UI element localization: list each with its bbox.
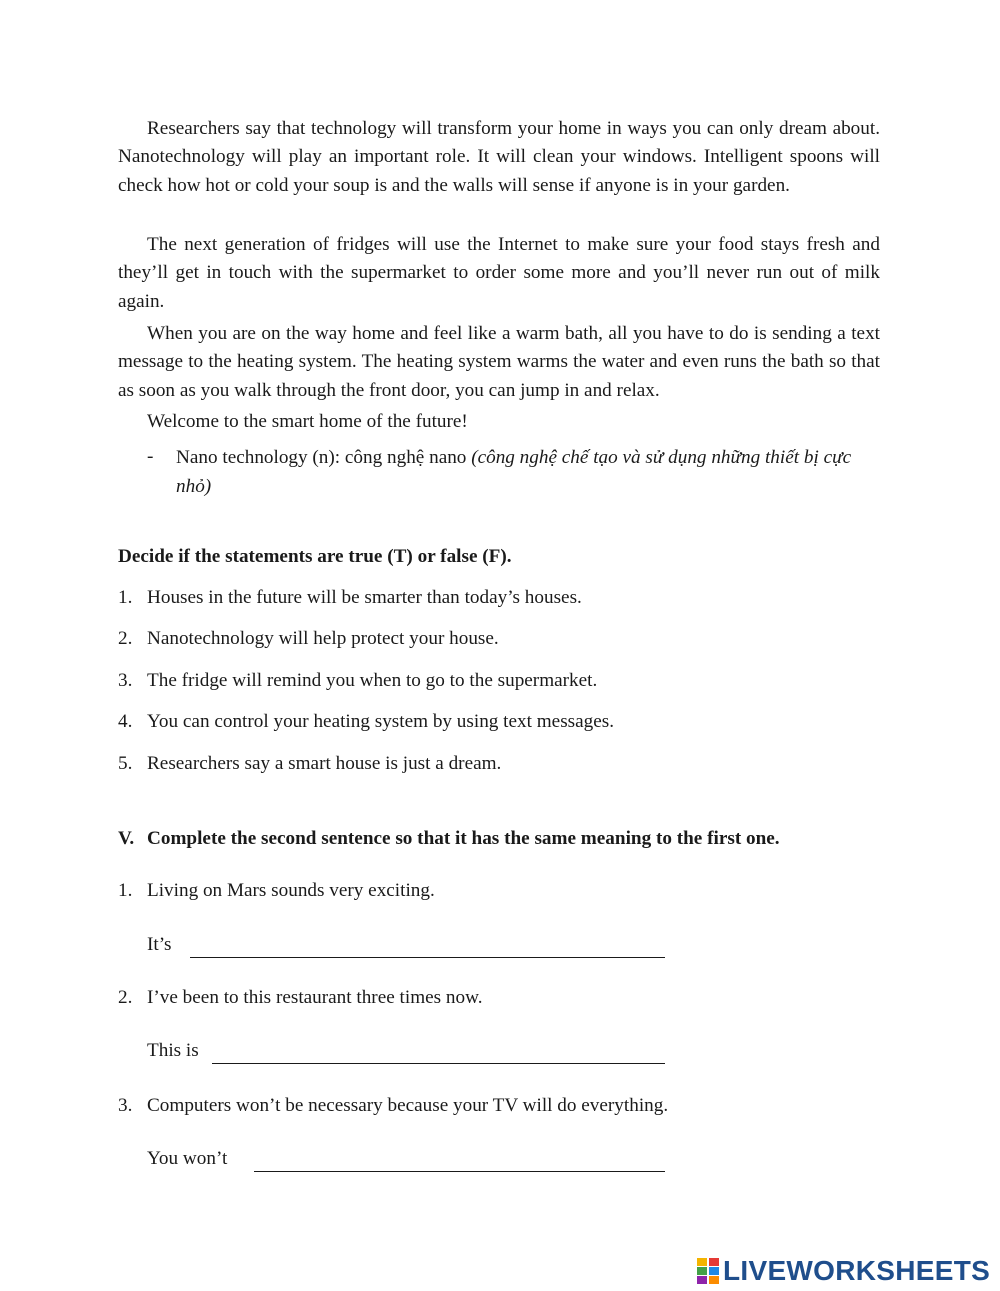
tf-item-number: 1. (118, 587, 133, 608)
vocab-translation: (công nghệ chế tạo và sử dụng những thiết bị cực nhỏ) (176, 447, 852, 497)
rewrite-original-sentence: Living on Mars sounds very exciting. (147, 880, 435, 901)
rewrite-prompt: You won’t (147, 1148, 228, 1169)
vocab-term: Nano technology (n): công nghệ nano (176, 447, 467, 468)
reading-paragraph-3: When you are on the way home and feel like a warm bath, all you have to do is sending a text message to the heating system. The heating system warms the water and even runs the bath so that as soon as you walk through the front door, you can jump in and relax. (118, 323, 880, 401)
rewrite-item-number: 1. (118, 880, 133, 901)
reading-closing: Welcome to the smart home of the future! (147, 411, 468, 432)
rewrite-prompt: It’s (147, 934, 172, 955)
rewrite-original-sentence: Computers won’t be necessary because your TV will do everything. (147, 1095, 669, 1116)
rewrite-item-number: 2. (118, 987, 133, 1008)
liveworksheets-logo-icon (697, 1258, 719, 1284)
liveworksheets-logo[interactable] (697, 1256, 990, 1286)
tf-item-statement: Nanotechnology will help protect your house. (147, 628, 499, 649)
tf-item-statement: The fridge will remind you when to go to the supermarket. (147, 670, 598, 691)
answer-blank-1[interactable] (190, 957, 665, 958)
reading-paragraph-1: Researchers say that technology will transform your home in ways you can only dream about. Nanotechnology will play an important role. It will clean your windows. Intelligent spoons will check how hot or cold your soup is and the walls will sense if anyone is in your garden. (118, 118, 880, 196)
section-number: V. (118, 828, 135, 849)
rewrite-original-sentence: I’ve been to this restaurant three times now. (147, 987, 483, 1008)
tf-item-statement: Houses in the future will be smarter than today’s houses. (147, 587, 582, 608)
rewrite-item-number: 3. (118, 1095, 133, 1116)
tf-item-statement: You can control your heating system by using text messages. (147, 711, 615, 732)
answer-blank-3[interactable] (254, 1171, 665, 1172)
tf-item-number: 5. (118, 753, 133, 774)
vocab-note (176, 443, 876, 501)
answer-blank-2[interactable] (212, 1063, 665, 1064)
tf-item-number: 2. (118, 628, 133, 649)
reading-paragraph-2: The next generation of fridges will use the Internet to make sure your food stays fresh and they’ll get in touch with the supermarket to order some more and you’ll never run out of milk again. (118, 234, 880, 312)
tf-item-number: 3. (118, 670, 133, 691)
tf-item-number: 4. (118, 711, 133, 732)
liveworksheets-logo-text: LIVEWORKSHEETS (723, 1255, 991, 1286)
tf-item-statement: Researchers say a smart house is just a dream. (147, 753, 502, 774)
rewrite-prompt: This is (147, 1040, 199, 1061)
vocab-dash: - (147, 446, 154, 467)
rewrite-instruction: Complete the second sentence so that it has the same meaning to the first one. (147, 828, 780, 849)
tf-instruction: Decide if the statements are true (T) or false (F). (118, 546, 512, 567)
